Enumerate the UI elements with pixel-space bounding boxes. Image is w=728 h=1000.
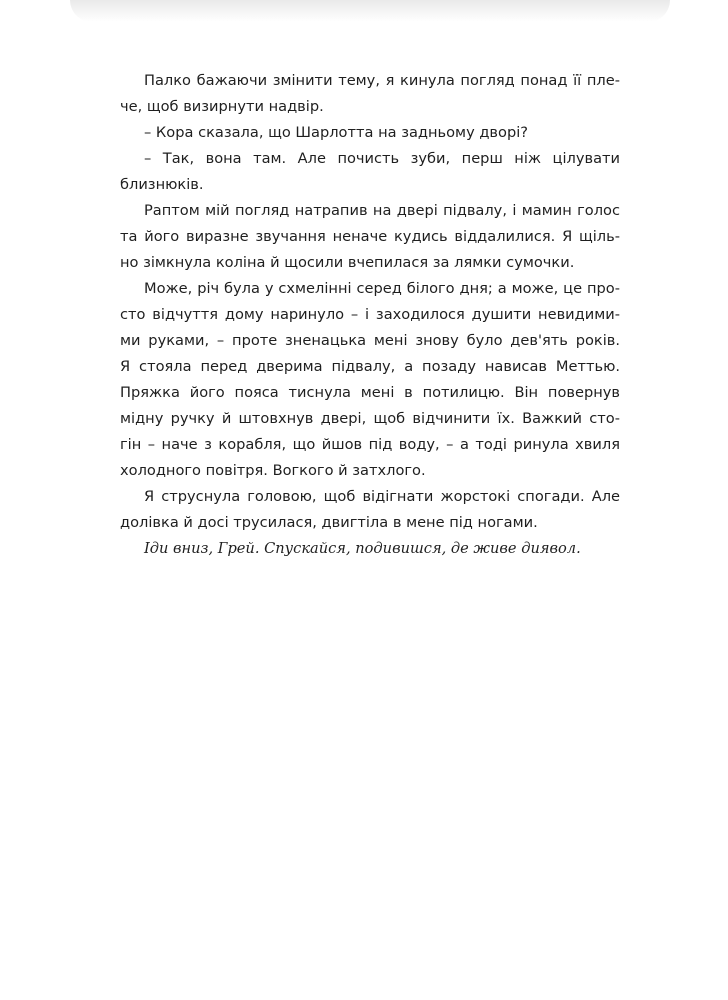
paragraph-line: гін – наче з корабля, що йшов під воду, – а тоді ринула хвиля — [120, 436, 620, 453]
paragraph-line: ми руками, – проте зненацька мені знову було дев'ять років. — [120, 332, 620, 349]
paragraph-line: мідну ручку й штовхнув двері, щоб відчинити їх. Важкий сто- — [120, 410, 620, 427]
paragraph-line: че, щоб визирнути надвір. — [120, 98, 324, 115]
dialogue-line: – Кора сказала, що Шарлотта на задньому дворі? — [144, 124, 529, 141]
paragraph-line: та його виразне звучання неначе кудись віддалилися. Я щіль- — [120, 228, 620, 245]
paragraph-line: Пряжка його пояса тиснула мені в потилицю. Він повернув — [120, 384, 620, 401]
dialogue-line: – Так, вона там. Але почисть зуби, перш ніж цілувати — [144, 150, 620, 167]
italic-memory-line: Іди вниз, Грей. Спускайся, подивишся, де живе диявол. — [144, 540, 581, 557]
paragraph-line: но зімкнула коліна й щосили вчепилася за лямки сумочки. — [120, 254, 575, 271]
paragraph-line: долівка й досі трусилася, двигтіла в мене під ногами. — [120, 514, 538, 531]
previous-page-bleed — [70, 0, 670, 22]
paragraph-line: Палко бажаючи змінити тему, я кинула погляд понад її пле- — [144, 72, 620, 89]
paragraph-line: Може, річ була у схмелінні серед білого дня; а може, це про- — [144, 280, 620, 297]
paragraph-line: холодного повітря. Вогкого й затхлого. — [120, 462, 426, 479]
paragraph-line: Я струснула головою, щоб відігнати жорстокі спогади. Але — [144, 488, 620, 505]
book-page-text — [120, 68, 620, 562]
paragraph-line: близнюків. — [120, 176, 204, 193]
paragraph-line: Раптом мій погляд натрапив на двері підвалу, і мамин голос — [144, 202, 620, 219]
paragraph-line: Я стояла перед дверима підвалу, а позаду нависав Меттью. — [120, 358, 620, 375]
paragraph-line: сто відчуття дому наринуло – і заходилося душити невидими- — [120, 306, 620, 323]
